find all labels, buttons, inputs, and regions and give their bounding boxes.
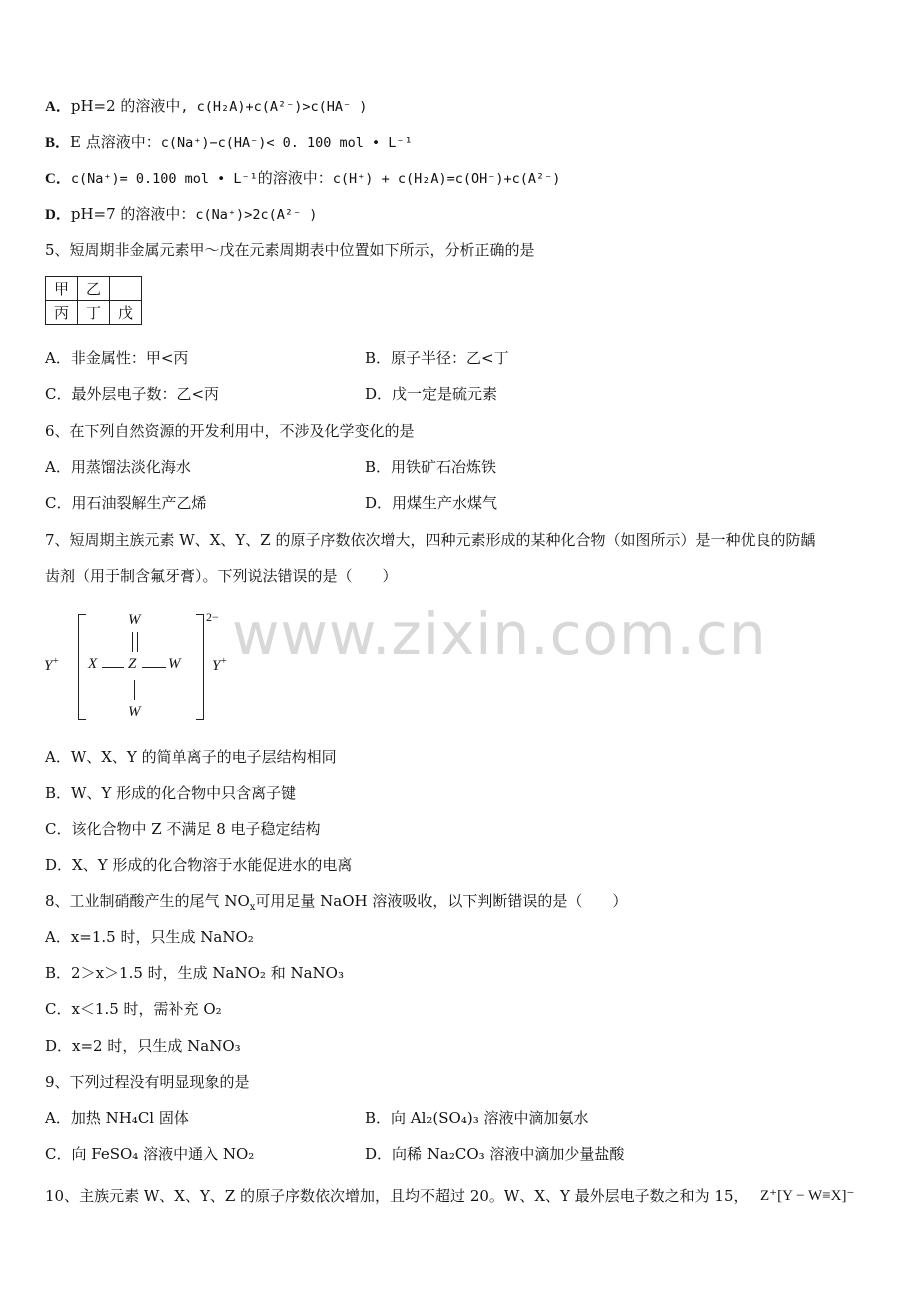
q5-option-b: B．原子半径：乙<丁 bbox=[365, 349, 509, 367]
double-bond-2 bbox=[137, 632, 138, 652]
cell-empty bbox=[110, 277, 142, 301]
struct-z: Z bbox=[128, 656, 137, 672]
struct-charge: 2− bbox=[206, 610, 219, 624]
q8-stem: 8、工业制硝酸产生的尾气 $NO_x$可用足量 NaOH 溶液吸收，以下判断错误的是（ ） bbox=[45, 892, 628, 913]
cell-jia: 甲 bbox=[46, 277, 78, 301]
bracket-left bbox=[78, 614, 86, 720]
q4-option-c: C．c(Na⁺)= 0.100 mol • L⁻¹的溶液中：c(H⁺) + c(H₂A)=c(OH⁻)+c(A²⁻) bbox=[45, 169, 561, 187]
cell-ding: 丁 bbox=[78, 301, 110, 325]
q6-option-c: C．用石油裂解生产乙烯 bbox=[45, 494, 207, 512]
q7-structure-diagram bbox=[44, 610, 244, 725]
cell-wu: 戊 bbox=[110, 301, 142, 325]
q7-option-c: C．该化合物中 Z 不满足 8 电子稳定结构 bbox=[45, 820, 321, 838]
q5-option-d: D．戊一定是硫元素 bbox=[365, 385, 498, 403]
q7-stem-line2: 齿剂（用于制含氟牙膏）。下列说法错误的是（ ） bbox=[45, 567, 398, 585]
q6-options-row1 bbox=[45, 457, 497, 477]
q6-option-a: A．用蒸馏法淡化海水 bbox=[45, 458, 191, 476]
q5-options-row2 bbox=[45, 384, 498, 404]
q9-options-row2 bbox=[45, 1144, 625, 1164]
q9-option-b: B．向 Al₂(SO₄)₃ 溶液中滴加氨水 bbox=[365, 1109, 589, 1127]
q6-stem: 6、在下列自然资源的开发利用中，不涉及化学变化的是 bbox=[45, 422, 415, 440]
q9-options-row1 bbox=[45, 1108, 589, 1128]
struct-w-top: W bbox=[128, 612, 141, 628]
struct-w-bottom: W bbox=[128, 704, 141, 720]
q10-formula: Z⁺[Y − W≡X]⁻ bbox=[760, 1188, 855, 1204]
q7-option-b: B．W、Y 形成的化合物中只含离子键 bbox=[45, 784, 297, 802]
q9-option-a: A．加热 NH₄Cl 固体 bbox=[45, 1109, 189, 1127]
q6-option-b: B．用铁矿石冶炼铁 bbox=[365, 458, 497, 476]
bond-x-z bbox=[102, 667, 124, 668]
bond-z-w bbox=[142, 667, 166, 668]
bond-z-w-bottom bbox=[134, 680, 135, 700]
q6-option-d: D．用煤生产水煤气 bbox=[365, 494, 498, 512]
q5-option-a: A．非金属性：甲<丙 bbox=[45, 349, 189, 367]
struct-x: X bbox=[88, 656, 98, 672]
bracket-right bbox=[196, 614, 204, 720]
struct-w-right: W bbox=[168, 656, 181, 672]
q8-option-c: C．x＜1.5 时，需补充 O₂ bbox=[45, 1000, 222, 1018]
q10-stem: 10、主族元素 W、X、Y、Z 的原子序数依次增加，且均不超过 20。W、X、Y 最外层电子数之和为 15， bbox=[45, 1187, 749, 1205]
q7-stem-line1: 7、短周期主族元素 W、X、Y、Z 的原子序数依次增大，四种元素形成的某种化合物（如图所示）是一种优良的防龋 bbox=[45, 531, 816, 549]
q6-options-row2 bbox=[45, 493, 498, 513]
q8-option-a: A．x=1.5 时，只生成 NaNO₂ bbox=[45, 928, 254, 946]
periodic-table-fragment bbox=[45, 276, 142, 325]
q5-stem: 5、短周期非金属元素甲～戊在元素周期表中位置如下所示，分析正确的是 bbox=[45, 241, 535, 259]
cell-bing: 丙 bbox=[46, 301, 78, 325]
watermark: www.zixin.com.cn bbox=[232, 600, 767, 668]
q4-option-b: B．E 点溶液中：c(Na⁺)−c(HA⁻)< 0. 100 mol • L⁻¹ bbox=[45, 133, 413, 151]
cell-yi: 乙 bbox=[78, 277, 110, 301]
struct-y-left: Y+ bbox=[44, 656, 60, 674]
q7-option-d: D．X、Y 形成的化合物溶于水能促进水的电离 bbox=[45, 856, 353, 874]
q9-stem: 9、下列过程没有明显现象的是 bbox=[45, 1073, 250, 1091]
struct-y-right: Y+ bbox=[212, 656, 228, 674]
q4-option-d: D．pH=7 的溶液中：c(Na⁺)>2c(A²⁻ ) bbox=[45, 205, 318, 223]
q7-option-a: A．W、X、Y 的简单离子的电子层结构相同 bbox=[45, 748, 337, 766]
q4-option-a: A．pH=2 的溶液中, c(H₂A)+c(A²⁻)>c(HA⁻ ) bbox=[45, 97, 368, 115]
q5-option-c: C．最外层电子数：乙<丙 bbox=[45, 385, 220, 403]
q9-option-c: C．向 FeSO₄ 溶液中通入 NO₂ bbox=[45, 1145, 255, 1163]
double-bond-1 bbox=[132, 632, 133, 652]
q9-option-d: D．向稀 Na₂CO₃ 溶液中滴加少量盐酸 bbox=[365, 1145, 625, 1163]
q8-option-b: B．2＞x＞1.5 时，生成 NaNO₂ 和 NaNO₃ bbox=[45, 964, 344, 982]
q8-option-d: D．x=2 时，只生成 NaNO₃ bbox=[45, 1037, 241, 1055]
q5-options-row1 bbox=[45, 348, 509, 368]
